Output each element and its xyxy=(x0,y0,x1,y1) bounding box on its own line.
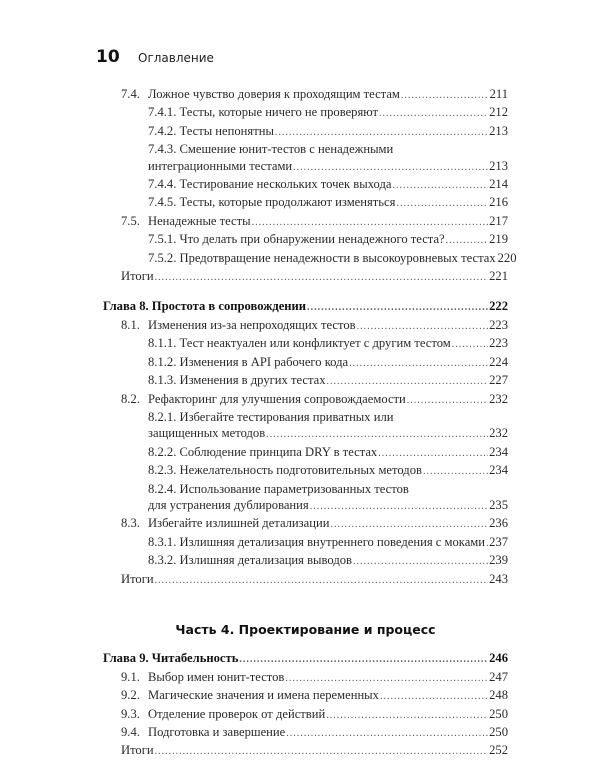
toc-entry[interactable] xyxy=(103,317,508,335)
entry-page: 243 xyxy=(489,571,508,586)
entry-page: 235 xyxy=(489,497,508,512)
entry-title: Отделение проверок от действий xyxy=(148,706,326,721)
entry-title: Выбор имен юнит-тестов xyxy=(148,669,285,684)
dot-leader xyxy=(357,319,489,335)
entry-page: 234 xyxy=(489,463,508,478)
entry-title: 8.2.3. Нежелательность подготовительных методов xyxy=(148,463,422,478)
entry-page: 222 xyxy=(489,299,508,314)
dot-leader xyxy=(379,106,488,122)
dot-leader xyxy=(252,215,488,231)
entry-title: 8.2.4. Использование параметризованных тестов xyxy=(148,481,409,496)
entry-body xyxy=(148,534,508,552)
dot-leader xyxy=(155,573,488,589)
entry-page: 248 xyxy=(489,688,508,703)
entry-page: 221 xyxy=(489,269,508,284)
entry-title: Подготовка и завершение xyxy=(148,725,286,739)
entry-body xyxy=(148,372,508,390)
entry-title: Глава 8. Простота в сопровождении xyxy=(103,299,307,314)
entry-body xyxy=(148,86,508,104)
dot-leader xyxy=(378,446,488,462)
entry-body xyxy=(148,317,508,335)
dot-leader xyxy=(266,427,488,443)
toc-entry[interactable] xyxy=(103,724,508,742)
entry-body xyxy=(148,123,508,141)
entry-title: 7.4.4. Тестирование нескольких точек выхода xyxy=(148,177,392,192)
dot-leader xyxy=(407,393,488,409)
entry-title-line2 xyxy=(148,497,508,515)
entry-title-continued: защищенных методов xyxy=(148,426,266,441)
entry-title: 8.1.1. Тест неактуален или конфликтует с другим тестом xyxy=(148,336,451,351)
entry-body xyxy=(148,250,517,268)
entry-body xyxy=(148,552,508,570)
toc-entry[interactable] xyxy=(103,462,508,480)
entry-number: 9.1. xyxy=(121,669,140,684)
entry-title: Итоги xyxy=(121,571,154,586)
entry-title: Изменения из-за непроходящих тестов xyxy=(148,317,356,332)
toc-entry[interactable] xyxy=(103,213,508,231)
toc-entry[interactable] xyxy=(103,515,508,533)
dot-leader xyxy=(239,652,488,668)
entry-title: Магические значения и имена переменных xyxy=(148,688,379,703)
entry-number: 8.1. xyxy=(121,317,140,332)
entry-page: 227 xyxy=(489,373,508,388)
dot-leader xyxy=(310,499,488,515)
entry-body xyxy=(121,742,508,760)
entry-body xyxy=(121,268,508,286)
entry-page: 237 xyxy=(489,534,508,549)
entry-body xyxy=(148,194,508,212)
entry-body xyxy=(148,231,508,249)
toc-entry[interactable] xyxy=(103,391,508,409)
entry-body xyxy=(148,391,508,409)
entry-page: 246 xyxy=(489,651,508,666)
entry-page: 232 xyxy=(489,426,508,441)
entry-body xyxy=(148,481,508,516)
dot-leader xyxy=(396,196,488,212)
toc-entry[interactable] xyxy=(103,250,517,268)
entry-title: 7.4.2. Тесты непонятны xyxy=(148,123,274,138)
dot-leader xyxy=(452,337,488,353)
entry-title-continued: для устранения дублирования xyxy=(148,497,309,512)
entry-title: Рефакторинг для улучшения сопровождаемости xyxy=(148,391,406,406)
entry-body xyxy=(148,669,508,687)
dot-leader xyxy=(285,671,488,687)
page-number: 10 xyxy=(96,47,120,67)
dot-leader xyxy=(307,300,488,316)
dot-leader xyxy=(353,554,488,570)
entry-page: 214 xyxy=(489,177,508,192)
dot-leader xyxy=(446,233,488,249)
entry-body xyxy=(148,354,508,372)
entry-title: 7.5.2. Предотвращение ненадежности в высокоуровневых тестах xyxy=(148,250,496,265)
entry-number: 7.4. xyxy=(121,87,140,101)
entry-title-continued: интеграционными тестами xyxy=(148,158,293,173)
entry-page: 219 xyxy=(489,232,508,247)
entry-page: 252 xyxy=(489,743,508,758)
toc-entry[interactable] xyxy=(103,571,508,589)
dot-leader xyxy=(286,726,488,742)
toc-entry[interactable] xyxy=(103,409,508,444)
toc-entry[interactable] xyxy=(103,141,508,176)
entry-title: Итоги xyxy=(121,269,154,284)
entry-number: 9.2. xyxy=(121,688,140,703)
toc-entry[interactable] xyxy=(103,176,508,194)
entry-body xyxy=(148,687,508,705)
toc-entry[interactable] xyxy=(103,444,508,462)
entry-number: 9.4. xyxy=(121,725,140,739)
entry-title: Итоги xyxy=(121,743,154,758)
entry-body xyxy=(121,571,508,589)
toc-entry[interactable] xyxy=(103,86,508,104)
toc-entry[interactable] xyxy=(103,123,508,141)
entry-page: 223 xyxy=(489,336,508,351)
running-header xyxy=(96,47,214,67)
entry-page: 232 xyxy=(489,391,508,406)
entry-body xyxy=(148,104,508,122)
chapter-8-entry[interactable] xyxy=(103,298,508,316)
toc-entry[interactable] xyxy=(103,194,508,212)
entry-title: 7.4.1. Тесты, которые ничего не проверяют xyxy=(148,105,379,120)
part-heading: Часть 4. Проектирование и процесс xyxy=(175,621,436,637)
toc-entry[interactable] xyxy=(103,268,508,286)
entry-title: 8.3.2. Излишняя детализация выводов xyxy=(148,553,352,568)
dot-leader xyxy=(293,160,488,176)
entry-title: 8.2.1. Избегайте тестирования приватных или xyxy=(148,409,394,424)
entry-page: 247 xyxy=(489,669,508,684)
entry-title: 7.4.3. Смешение юнит-тестов с ненадежными xyxy=(148,142,394,157)
entry-title: Избегайте излишней детализации xyxy=(148,516,330,531)
dot-leader xyxy=(327,374,489,390)
entry-body xyxy=(103,650,508,668)
entry-title: Ненадежные тесты xyxy=(148,213,251,228)
toc-entry[interactable] xyxy=(103,687,508,705)
entry-title-line2 xyxy=(148,158,508,176)
chapter-8-entries xyxy=(103,317,508,589)
entry-title: 8.1.3. Изменения в других тестах xyxy=(148,373,326,388)
dot-leader xyxy=(423,464,488,480)
entry-page: 224 xyxy=(489,354,508,369)
entry-body xyxy=(148,409,508,444)
dot-leader xyxy=(155,744,488,760)
entry-number: 9.3. xyxy=(121,706,140,721)
entry-number: 7.5. xyxy=(121,213,140,228)
dot-leader xyxy=(330,517,488,533)
entry-title: 8.1.2. Изменения в API рабочего кода xyxy=(148,354,349,369)
entry-body xyxy=(148,515,508,533)
dot-leader xyxy=(486,536,488,552)
chapter-9-entry[interactable] xyxy=(103,650,508,668)
chapter-7-entries xyxy=(103,86,517,286)
entry-page: 216 xyxy=(489,195,508,210)
dot-leader xyxy=(275,125,488,141)
toc-entry[interactable] xyxy=(103,354,508,372)
entry-title-line2 xyxy=(148,425,508,443)
toc-entry[interactable] xyxy=(103,481,508,516)
dot-leader xyxy=(155,270,488,286)
toc-entry[interactable] xyxy=(103,552,508,570)
entry-body xyxy=(148,213,508,231)
dot-leader xyxy=(392,178,488,194)
entry-body xyxy=(148,335,508,353)
toc-entry[interactable] xyxy=(103,706,508,724)
entry-page: 250 xyxy=(489,706,508,721)
entry-title: 8.3.1. Излишняя детализация внутреннего поведения с моками xyxy=(148,534,485,549)
entry-title: Ложное чувство доверия к проходящим тестам xyxy=(148,87,400,101)
running-title: Оглавление xyxy=(138,51,214,65)
entry-body xyxy=(148,724,508,742)
toc-entry[interactable] xyxy=(103,104,508,122)
entry-page: 213 xyxy=(489,123,508,138)
entry-body xyxy=(148,176,508,194)
chapter-9-entries xyxy=(103,669,508,761)
entry-page: 212 xyxy=(489,105,508,120)
toc-entry[interactable] xyxy=(103,372,508,390)
entry-page: 211 xyxy=(489,87,508,101)
entry-page: 217 xyxy=(489,213,508,228)
entry-page: 234 xyxy=(489,444,508,459)
entry-title: 8.2.2. Соблюдение принципа DRY в тестах xyxy=(148,444,378,459)
toc-entry[interactable] xyxy=(103,335,508,353)
toc-entry[interactable] xyxy=(103,231,508,249)
dot-leader xyxy=(349,356,488,372)
dot-leader xyxy=(401,88,489,104)
toc-entry[interactable] xyxy=(103,534,508,552)
entry-title: 7.5.1. Что делать при обнаружении ненадежного теста? xyxy=(148,232,445,247)
entry-page: 236 xyxy=(489,516,508,531)
toc-entry[interactable] xyxy=(103,669,508,687)
entry-title: Глава 9. Читабельность xyxy=(103,651,239,666)
entry-number: 8.2. xyxy=(121,391,140,406)
entry-page: 213 xyxy=(489,158,508,173)
entry-number: 8.3. xyxy=(121,516,140,531)
entry-title: 7.4.5. Тесты, которые продолжают изменяться xyxy=(148,195,396,210)
entry-page: 223 xyxy=(489,317,508,332)
dot-leader xyxy=(380,689,488,705)
entry-body xyxy=(148,444,508,462)
table-of-contents xyxy=(103,86,517,761)
entry-body xyxy=(148,706,508,724)
entry-page: 250 xyxy=(489,725,508,739)
dot-leader xyxy=(326,708,488,724)
entry-page: 220 xyxy=(497,250,517,265)
entry-body xyxy=(103,298,508,316)
toc-entry[interactable] xyxy=(103,742,508,760)
entry-body xyxy=(148,462,508,480)
entry-page: 239 xyxy=(489,553,508,568)
entry-body xyxy=(148,141,508,176)
